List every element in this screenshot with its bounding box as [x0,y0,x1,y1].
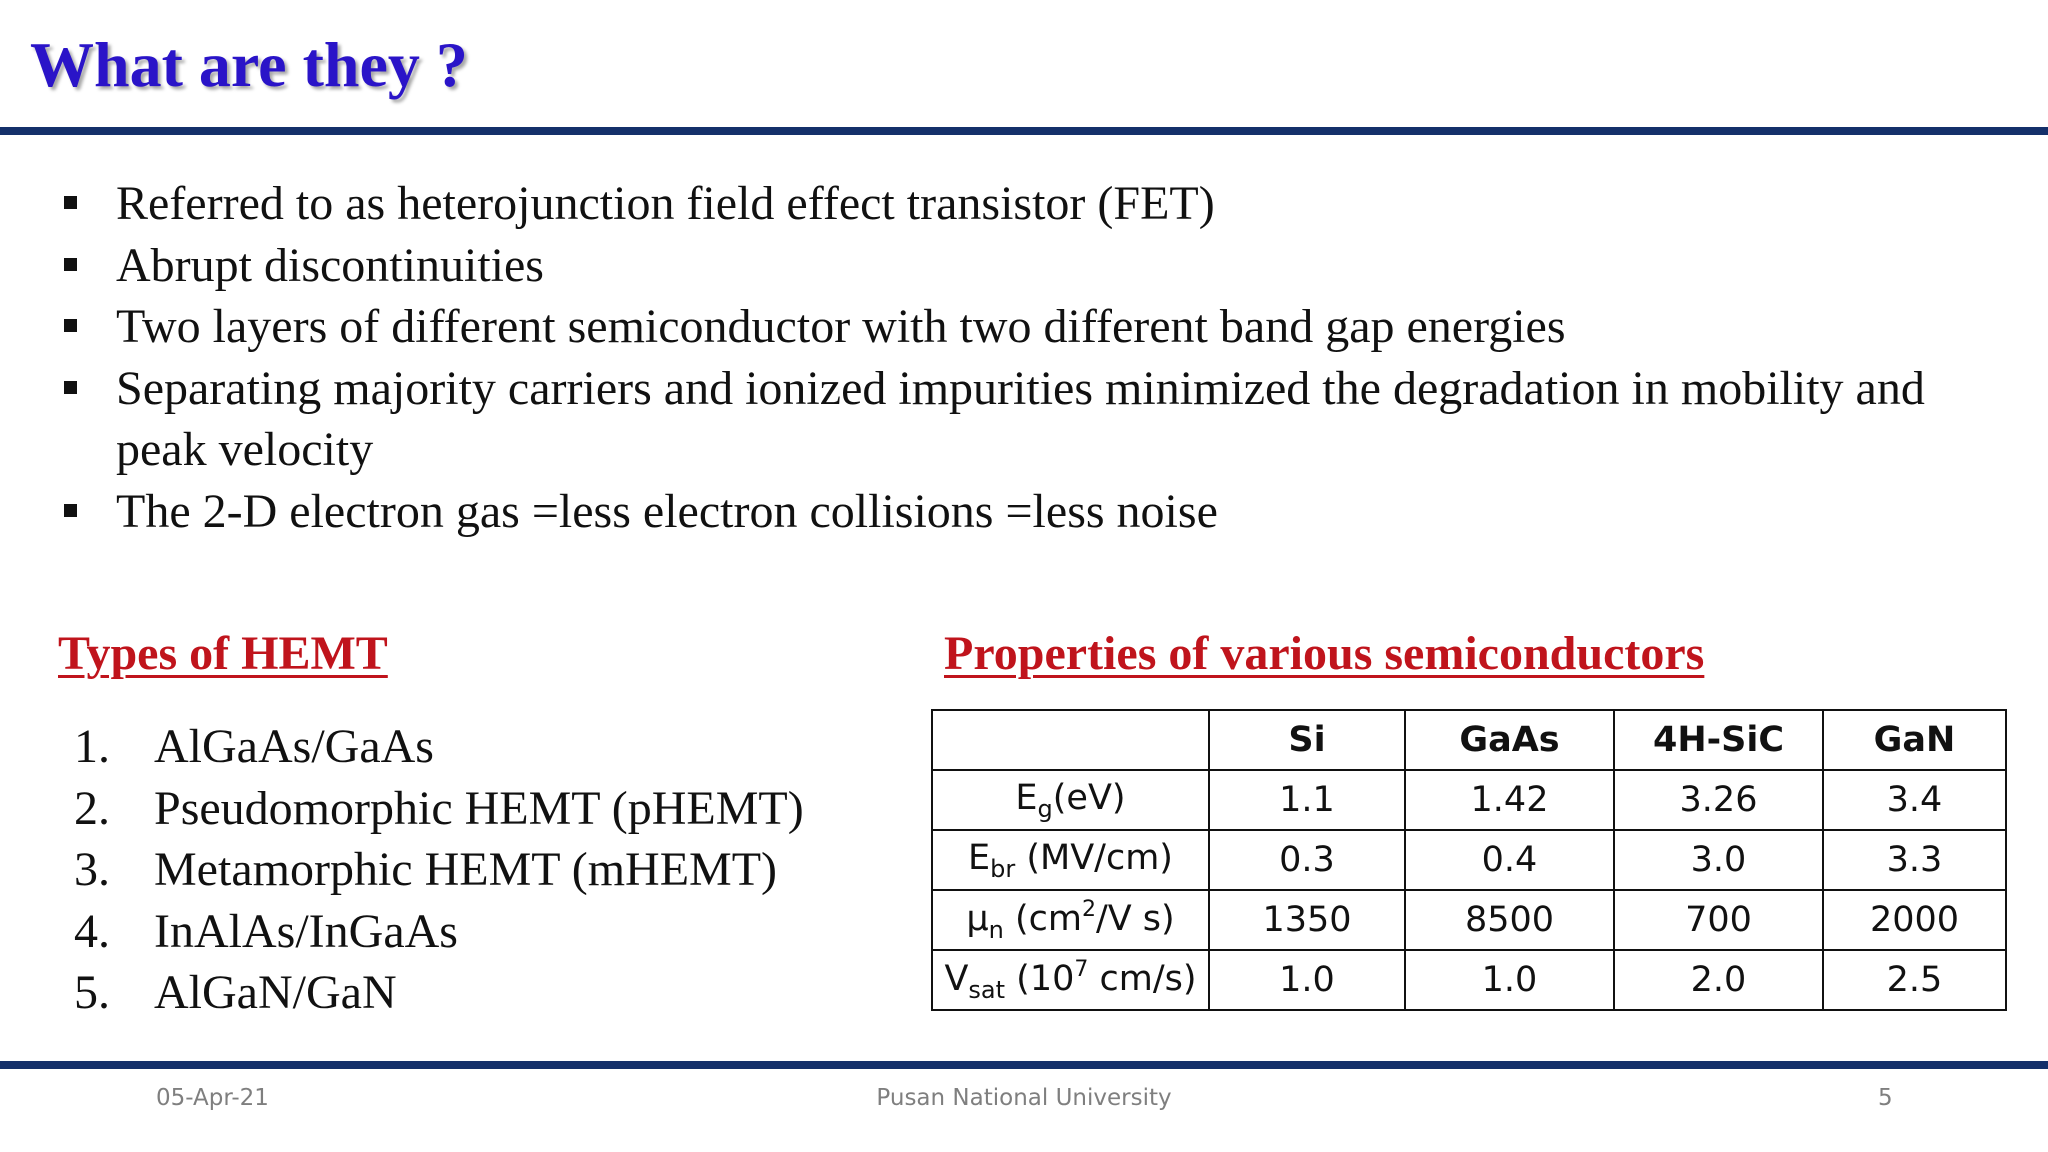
table-header-cell: 4H-SiC [1614,710,1823,770]
bullet-text: Two layers of different semiconductor with two different band gap energies [116,300,1566,353]
bullet-item [60,481,2020,543]
list-label: AlGaAs/GaAs [154,720,434,773]
subscript: n [988,915,1004,944]
unit: (eV) [1052,777,1126,818]
table-row [932,890,2006,950]
footer-organization: Pusan National University [876,1085,1172,1111]
table-cell: 2.5 [1823,950,2006,1010]
semiconductor-properties-table [931,709,2007,1011]
subscript: br [990,854,1016,883]
square-bullet-icon [64,381,77,394]
superscript: 7 [1074,956,1089,982]
unit: (10 [1005,958,1075,999]
list-number: 2. [74,781,110,835]
properties-heading: Properties of various semiconductors [944,627,1705,680]
bullet-list [60,173,2020,542]
subscript: sat [968,975,1006,1004]
table-cell: 3.0 [1614,830,1823,890]
table-header-cell: GaN [1823,710,2006,770]
square-bullet-icon [64,196,77,209]
page-number: 5 [1878,1085,1893,1111]
list-item [74,839,804,901]
symbol: μ [966,898,989,939]
bullet-text: The 2-D electron gas =less electron collisions =less noise [116,484,1218,538]
symbol: V [944,958,969,999]
table-cell: 1350 [1209,890,1405,950]
list-number: 3. [74,843,110,896]
table-cell: 1.0 [1405,950,1614,1010]
table-row [932,950,2006,1010]
list-number: 4. [74,904,110,958]
table-cell: 3.3 [1823,830,2006,890]
superscript: 2 [1081,896,1096,922]
table-cell: 1.1 [1209,770,1405,830]
square-bullet-icon [64,504,77,517]
table-cell: 0.4 [1405,830,1614,890]
footer-date: 05-Apr-21 [156,1085,269,1111]
footer-divider [0,1061,2048,1069]
square-bullet-icon [64,258,77,271]
bullet-item [60,235,2020,297]
table-cell: 2000 [1823,890,2006,950]
table-header-cell: Si [1209,710,1405,770]
list-item [74,778,804,840]
square-bullet-icon [64,319,77,332]
row-label [932,950,1209,1010]
bullet-item [60,173,2020,235]
slide-title: What are they ? [30,29,468,100]
bullet-item [60,358,2020,481]
bullet-item [60,296,2020,358]
table-cell: 3.26 [1614,770,1823,830]
table-row [932,830,2006,890]
list-item [74,962,804,1024]
table-cell: 2.0 [1614,950,1823,1010]
list-item [74,716,804,778]
table-cell: 0.3 [1209,830,1405,890]
unit: (cm [1003,898,1082,939]
table-header-cell [932,710,1209,770]
row-label [932,890,1209,950]
table-cell: 3.4 [1823,770,2006,830]
row-label [932,830,1209,890]
header-divider [0,127,2048,135]
row-label [932,770,1209,830]
bullet-text: Separating majority carriers and ionized impurities minimized the degradation in mobility and peak velocity [116,361,1925,476]
unit: /V s) [1095,898,1175,939]
list-label: Pseudomorphic HEMT (pHEMT) [154,781,804,835]
list-label: Metamorphic HEMT (mHEMT) [154,843,777,896]
types-heading: Types of HEMT [58,627,388,680]
unit: cm/s) [1088,958,1197,999]
unit: (MV/cm) [1015,837,1173,878]
table-cell: 700 [1614,890,1823,950]
hemt-types-list [74,716,804,1024]
list-item [74,901,804,963]
table-header-row [932,710,2006,770]
table-row [932,770,2006,830]
list-number: 1. [74,720,110,773]
symbol: E [968,837,991,878]
list-label: AlGaN/GaN [154,966,397,1019]
subscript: g [1037,794,1053,823]
table-cell: 1.0 [1209,950,1405,1010]
bullet-text: Referred to as heterojunction field effect transistor (FET) [116,177,1215,230]
table-header-cell: GaAs [1405,710,1614,770]
symbol: E [1015,777,1038,818]
table-cell: 8500 [1405,890,1614,950]
list-number: 5. [74,966,110,1019]
list-label: InAlAs/InGaAs [154,904,458,958]
bullet-text: Abrupt discontinuities [116,238,544,292]
table-cell: 1.42 [1405,770,1614,830]
